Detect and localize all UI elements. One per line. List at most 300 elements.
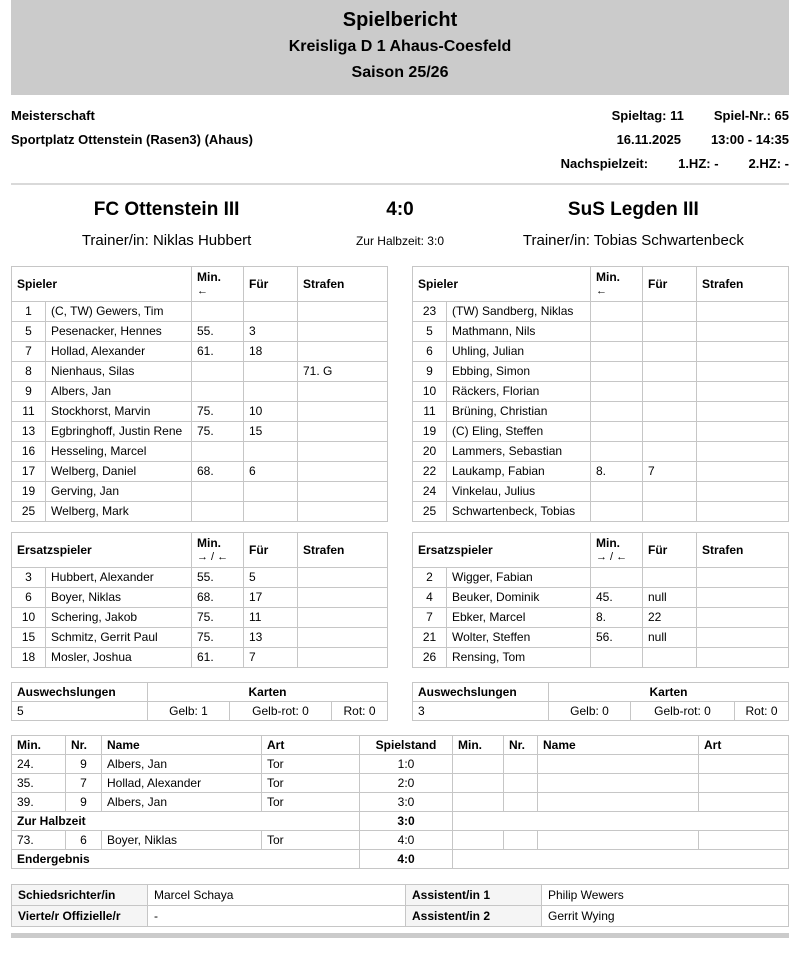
final-score: 4:0: [386, 199, 414, 220]
type-header: Art: [262, 736, 360, 755]
player-penalty: [298, 402, 388, 422]
player-number: 21: [413, 628, 447, 648]
report-header: [11, 0, 789, 95]
substitutions-header: Auswechslungen: [12, 683, 148, 702]
referee-label: Schiedsrichter/in: [12, 885, 148, 906]
competition-label: Meisterschaft: [11, 108, 95, 123]
player-penalty: [298, 322, 388, 342]
player-penalty: [697, 382, 789, 402]
player-penalty: 71. G: [298, 362, 388, 382]
number-header: Nr.: [66, 736, 102, 755]
table-row: [12, 302, 388, 322]
table-row: [12, 322, 388, 342]
player-for: 11: [244, 608, 298, 628]
halftime-row: [12, 812, 789, 831]
empty-cell: [504, 774, 538, 793]
player-name: Schwartenbeck, Tobias: [447, 502, 591, 522]
for-header: Für: [643, 267, 697, 302]
player-penalty: [697, 482, 789, 502]
player-for: [643, 422, 697, 442]
empty-cell: [453, 774, 504, 793]
away-coach: Trainer/in: Tobias Schwartenbeck: [522, 232, 744, 249]
player-for: 5: [244, 568, 298, 588]
table-row: [413, 482, 789, 502]
running-score: 4:0: [360, 831, 453, 850]
player-minute: [192, 442, 244, 462]
player-penalty: [697, 342, 789, 362]
player-name: Hollad, Alexander: [46, 342, 192, 362]
empty-cell: [453, 831, 504, 850]
player-number: 22: [413, 462, 447, 482]
player-penalty: [298, 648, 388, 668]
season-label: Saison 25/26: [351, 64, 449, 81]
player-name: Hesseling, Marcel: [46, 442, 192, 462]
player-minute: 61.: [192, 342, 244, 362]
player-for: 15: [244, 422, 298, 442]
player-minute: [591, 422, 643, 442]
player-penalty: [298, 342, 388, 362]
player-for: 7: [643, 462, 697, 482]
table-header-row: [12, 683, 388, 702]
player-minute: [591, 648, 643, 668]
player-name: Schmitz, Gerrit Paul: [46, 628, 192, 648]
substitutes-section: [11, 532, 789, 668]
player-number: 6: [12, 588, 46, 608]
player-number: 13: [12, 422, 46, 442]
score-row: [11, 199, 789, 221]
table-row: [413, 402, 789, 422]
player-number: 1: [12, 302, 46, 322]
player-penalty: [697, 588, 789, 608]
player-number: 11: [12, 402, 46, 422]
player-minute: 56.: [591, 628, 643, 648]
red-cards: Rot: 0: [735, 702, 789, 721]
player-name: Uhling, Julian: [447, 342, 591, 362]
empty-cell: [699, 793, 789, 812]
player-minute: [591, 442, 643, 462]
player-name: (TW) Sandberg, Niklas: [447, 302, 591, 322]
player-penalty: [298, 568, 388, 588]
minute-header: Min. → / ←: [192, 533, 244, 568]
table-row: [413, 608, 789, 628]
player-for: [643, 382, 697, 402]
player-for: [643, 502, 697, 522]
final-result-score: 4:0: [360, 850, 453, 869]
player-for: [643, 482, 697, 502]
meta-right: [561, 104, 789, 176]
player-number: 17: [12, 462, 46, 482]
player-for: null: [643, 628, 697, 648]
meta-left: [11, 104, 253, 176]
match-date: 16.11.2025: [616, 132, 681, 147]
table-header-row: [413, 533, 789, 568]
player-name: Welberg, Mark: [46, 502, 192, 522]
player-for: [244, 302, 298, 322]
table-header-row: [413, 267, 789, 302]
table-row: [12, 885, 789, 906]
table-row: [413, 442, 789, 462]
table-row: [12, 502, 388, 522]
yellow-cards: Gelb: 1: [148, 702, 230, 721]
player-name: Wolter, Steffen: [447, 628, 591, 648]
goal-row: [12, 831, 789, 850]
player-for: [244, 482, 298, 502]
goal-player-number: 7: [66, 774, 102, 793]
player-penalty: [697, 302, 789, 322]
player-number: 3: [12, 568, 46, 588]
player-penalty: [298, 302, 388, 322]
table-row: [12, 442, 388, 462]
assistant1-label: Assistent/in 1: [406, 885, 542, 906]
table-row: [413, 322, 789, 342]
subs-header: Ersatzspieler: [12, 533, 192, 568]
match-meta: [11, 104, 789, 176]
player-number: 5: [413, 322, 447, 342]
next-section-band: [11, 933, 789, 938]
player-penalty: [697, 322, 789, 342]
out-arrow-icon: ←: [197, 285, 208, 297]
empty-cell: [699, 755, 789, 774]
for-header: Für: [244, 267, 298, 302]
player-minute: 75.: [192, 608, 244, 628]
goal-row: [12, 793, 789, 812]
minute-header: Min.: [453, 736, 504, 755]
player-penalty: [697, 608, 789, 628]
halftime-label: Zur Halbzeit: [12, 812, 360, 831]
goals-table: [11, 735, 789, 869]
player-minute: 8.: [591, 462, 643, 482]
player-penalty: [298, 462, 388, 482]
player-minute: 68.: [192, 462, 244, 482]
players-header: Spieler: [413, 267, 591, 302]
player-minute: [591, 502, 643, 522]
in-out-arrow-icon: → / ←: [596, 551, 628, 563]
player-penalty: [697, 462, 789, 482]
empty-cell: [538, 774, 699, 793]
goal-player-number: 6: [66, 831, 102, 850]
home-team-name: FC Ottenstein III: [93, 199, 240, 220]
goal-player-name: Hollad, Alexander: [102, 774, 262, 793]
goal-player-name: Albers, Jan: [102, 755, 262, 774]
goal-type: Tor: [262, 774, 360, 793]
player-minute: [591, 342, 643, 362]
home-players-table: [11, 266, 388, 522]
minute-header: Min. → / ←: [591, 533, 643, 568]
players-header: Spieler: [12, 267, 192, 302]
table-row: [12, 588, 388, 608]
player-minute: [192, 362, 244, 382]
goal-player-name: Boyer, Niklas: [102, 831, 262, 850]
assistant1-name: Philip Wewers: [542, 885, 789, 906]
assistant2-name: Gerrit Wying: [542, 906, 789, 927]
player-minute: 55.: [192, 568, 244, 588]
player-for: [643, 362, 697, 382]
minute-header: Min.: [12, 736, 66, 755]
player-for: null: [643, 588, 697, 608]
yellow-cards: Gelb: 0: [549, 702, 631, 721]
referee-name: Marcel Schaya: [148, 885, 406, 906]
table-row: [413, 702, 789, 721]
league-name: Kreisliga D 1 Ahaus-Coesfeld: [288, 38, 512, 55]
goal-minute: 73.: [12, 831, 66, 850]
date-row: [561, 128, 789, 152]
goal-type: Tor: [262, 793, 360, 812]
player-penalty: [298, 382, 388, 402]
player-for: [244, 442, 298, 462]
final-result-row: [12, 850, 789, 869]
player-number: 4: [413, 588, 447, 608]
player-number: 10: [413, 382, 447, 402]
number-header: Nr.: [504, 736, 538, 755]
goal-minute: 24.: [12, 755, 66, 774]
player-penalty: [298, 502, 388, 522]
goal-row: [12, 774, 789, 793]
divider: [11, 183, 789, 185]
table-row: [413, 362, 789, 382]
player-for: [643, 402, 697, 422]
table-row: [12, 362, 388, 382]
table-row: [413, 462, 789, 482]
player-name: Boyer, Niklas: [46, 588, 192, 608]
player-name: Nienhaus, Silas: [46, 362, 192, 382]
penalty-header: Strafen: [298, 267, 388, 302]
subs-header: Ersatzspieler: [413, 533, 591, 568]
goal-row: [12, 755, 789, 774]
halftime-score: 3:0: [360, 812, 453, 831]
player-penalty: [298, 588, 388, 608]
player-name: Wigger, Fabian: [447, 568, 591, 588]
matchday-label: Spieltag: 11: [611, 108, 684, 123]
player-number: 11: [413, 402, 447, 422]
table-row: [12, 648, 388, 668]
goal-minute: 39.: [12, 793, 66, 812]
table-header-row: [12, 736, 789, 755]
player-number: 15: [12, 628, 46, 648]
final-result-label: Endergebnis: [12, 850, 360, 869]
home-coach: Trainer/in: Niklas Hubbert: [81, 232, 252, 249]
home-subs-table: [11, 532, 388, 668]
table-row: [413, 382, 789, 402]
stoppage-row: [561, 152, 789, 176]
player-name: (C, TW) Gewers, Tim: [46, 302, 192, 322]
away-players-table: [412, 266, 789, 522]
empty-cell: [538, 755, 699, 774]
empty-cell: [699, 831, 789, 850]
player-minute: 75.: [192, 422, 244, 442]
player-number: 7: [413, 608, 447, 628]
fourth-official-name: -: [148, 906, 406, 927]
away-team-name: SuS Legden III: [567, 199, 699, 220]
player-minute: [192, 302, 244, 322]
player-minute: [591, 362, 643, 382]
player-minute: [591, 482, 643, 502]
player-name: (C) Eling, Steffen: [447, 422, 591, 442]
player-name: Rensing, Tom: [447, 648, 591, 668]
cards-header: Karten: [549, 683, 789, 702]
name-header: Name: [538, 736, 699, 755]
yellow-red-cards: Gelb-rot: 0: [230, 702, 332, 721]
table-header-row: [12, 533, 388, 568]
out-arrow-icon: ←: [596, 285, 607, 297]
table-row: [12, 628, 388, 648]
player-number: 2: [413, 568, 447, 588]
minute-header: Min. ←: [591, 267, 643, 302]
match-number-label: Spiel-Nr.: 65: [713, 108, 789, 123]
player-number: 7: [12, 342, 46, 362]
player-name: Ebker, Marcel: [447, 608, 591, 628]
table-row: [12, 568, 388, 588]
matchday-row: [561, 104, 789, 128]
player-for: [643, 568, 697, 588]
empty-cell: [453, 850, 789, 869]
player-number: 10: [12, 608, 46, 628]
empty-cell: [453, 812, 789, 831]
player-for: [643, 322, 697, 342]
player-penalty: [697, 422, 789, 442]
player-name: Beuker, Dominik: [447, 588, 591, 608]
table-row: [413, 648, 789, 668]
player-name: Stockhorst, Marvin: [46, 402, 192, 422]
table-header-row: [12, 267, 388, 302]
player-penalty: [697, 648, 789, 668]
goal-player-number: 9: [66, 793, 102, 812]
players-section: [11, 266, 789, 522]
penalty-header: Strafen: [298, 533, 388, 568]
table-row: [12, 462, 388, 482]
player-penalty: [298, 482, 388, 502]
table-row: [12, 382, 388, 402]
empty-cell: [453, 755, 504, 774]
penalty-header: Strafen: [697, 533, 789, 568]
assistant2-label: Assistent/in 2: [406, 906, 542, 927]
player-penalty: [697, 442, 789, 462]
player-penalty: [697, 568, 789, 588]
goal-type: Tor: [262, 755, 360, 774]
player-name: Hubbert, Alexander: [46, 568, 192, 588]
player-penalty: [298, 422, 388, 442]
red-cards: Rot: 0: [332, 702, 388, 721]
goal-player-name: Albers, Jan: [102, 793, 262, 812]
player-for: [244, 382, 298, 402]
player-name: Laukamp, Fabian: [447, 462, 591, 482]
minute-header: Min. ←: [192, 267, 244, 302]
player-number: 8: [12, 362, 46, 382]
player-number: 23: [413, 302, 447, 322]
penalty-header: Strafen: [697, 267, 789, 302]
away-subs-table: [412, 532, 789, 668]
player-for: 7: [244, 648, 298, 668]
player-for: [643, 342, 697, 362]
substitutions-header: Auswechslungen: [413, 683, 549, 702]
player-minute: [192, 502, 244, 522]
empty-cell: [453, 793, 504, 812]
officials-table: [11, 884, 789, 927]
empty-cell: [504, 831, 538, 850]
halftime-score: Zur Halbzeit: 3:0: [355, 234, 444, 248]
empty-cell: [504, 755, 538, 774]
player-minute: 45.: [591, 588, 643, 608]
player-name: Egbringhoff, Justin Rene: [46, 422, 192, 442]
player-number: 9: [12, 382, 46, 402]
stoppage-label: Nachspielzeit:: [560, 156, 649, 171]
page-title: Spielbericht: [342, 9, 458, 31]
player-name: Vinkelau, Julius: [447, 482, 591, 502]
player-number: 5: [12, 322, 46, 342]
player-penalty: [697, 362, 789, 382]
table-row: [12, 608, 388, 628]
player-number: 25: [12, 502, 46, 522]
in-out-arrow-icon: → / ←: [197, 551, 229, 563]
player-name: Lammers, Sebastian: [447, 442, 591, 462]
player-for: 17: [244, 588, 298, 608]
stoppage-hz1: 1.HZ: -: [678, 156, 719, 171]
player-minute: [591, 302, 643, 322]
home-summary-table: [11, 682, 388, 721]
player-name: Schering, Jakob: [46, 608, 192, 628]
player-for: 10: [244, 402, 298, 422]
goal-type: Tor: [262, 831, 360, 850]
player-name: Mathmann, Nils: [447, 322, 591, 342]
player-name: Mosler, Joshua: [46, 648, 192, 668]
stoppage-hz2: 2.HZ: -: [748, 156, 789, 171]
player-number: 26: [413, 648, 447, 668]
player-for: 3: [244, 322, 298, 342]
empty-cell: [538, 831, 699, 850]
player-penalty: [298, 442, 388, 462]
yellow-red-cards: Gelb-rot: 0: [631, 702, 735, 721]
player-for: [643, 648, 697, 668]
player-for: 18: [244, 342, 298, 362]
player-number: 19: [12, 482, 46, 502]
name-header: Name: [102, 736, 262, 755]
player-penalty: [697, 502, 789, 522]
goal-minute: 35.: [12, 774, 66, 793]
away-summary-table: [412, 682, 789, 721]
table-row: [12, 402, 388, 422]
player-minute: [591, 322, 643, 342]
match-time: 13:00 - 14:35: [710, 132, 789, 147]
player-name: Pesenacker, Hennes: [46, 322, 192, 342]
player-for: [244, 362, 298, 382]
player-minute: [192, 482, 244, 502]
running-score: 2:0: [360, 774, 453, 793]
player-for: [643, 442, 697, 462]
table-row: [413, 568, 789, 588]
empty-cell: [538, 793, 699, 812]
player-for: [643, 302, 697, 322]
player-number: 6: [413, 342, 447, 362]
player-minute: [591, 568, 643, 588]
player-number: 24: [413, 482, 447, 502]
player-minute: [591, 402, 643, 422]
running-score: 3:0: [360, 793, 453, 812]
player-minute: [591, 382, 643, 402]
player-name: Räckers, Florian: [447, 382, 591, 402]
venue-label: Sportplatz Ottenstein (Rasen3) (Ahaus): [11, 132, 253, 147]
table-row: [413, 302, 789, 322]
empty-cell: [504, 793, 538, 812]
substitutions-count: 3: [413, 702, 549, 721]
player-number: 16: [12, 442, 46, 462]
table-row: [12, 702, 388, 721]
for-header: Für: [643, 533, 697, 568]
table-row: [12, 482, 388, 502]
table-row: [413, 628, 789, 648]
score-header: Spielstand: [360, 736, 453, 755]
table-row: [12, 906, 789, 927]
player-for: 13: [244, 628, 298, 648]
substitutions-count: 5: [12, 702, 148, 721]
